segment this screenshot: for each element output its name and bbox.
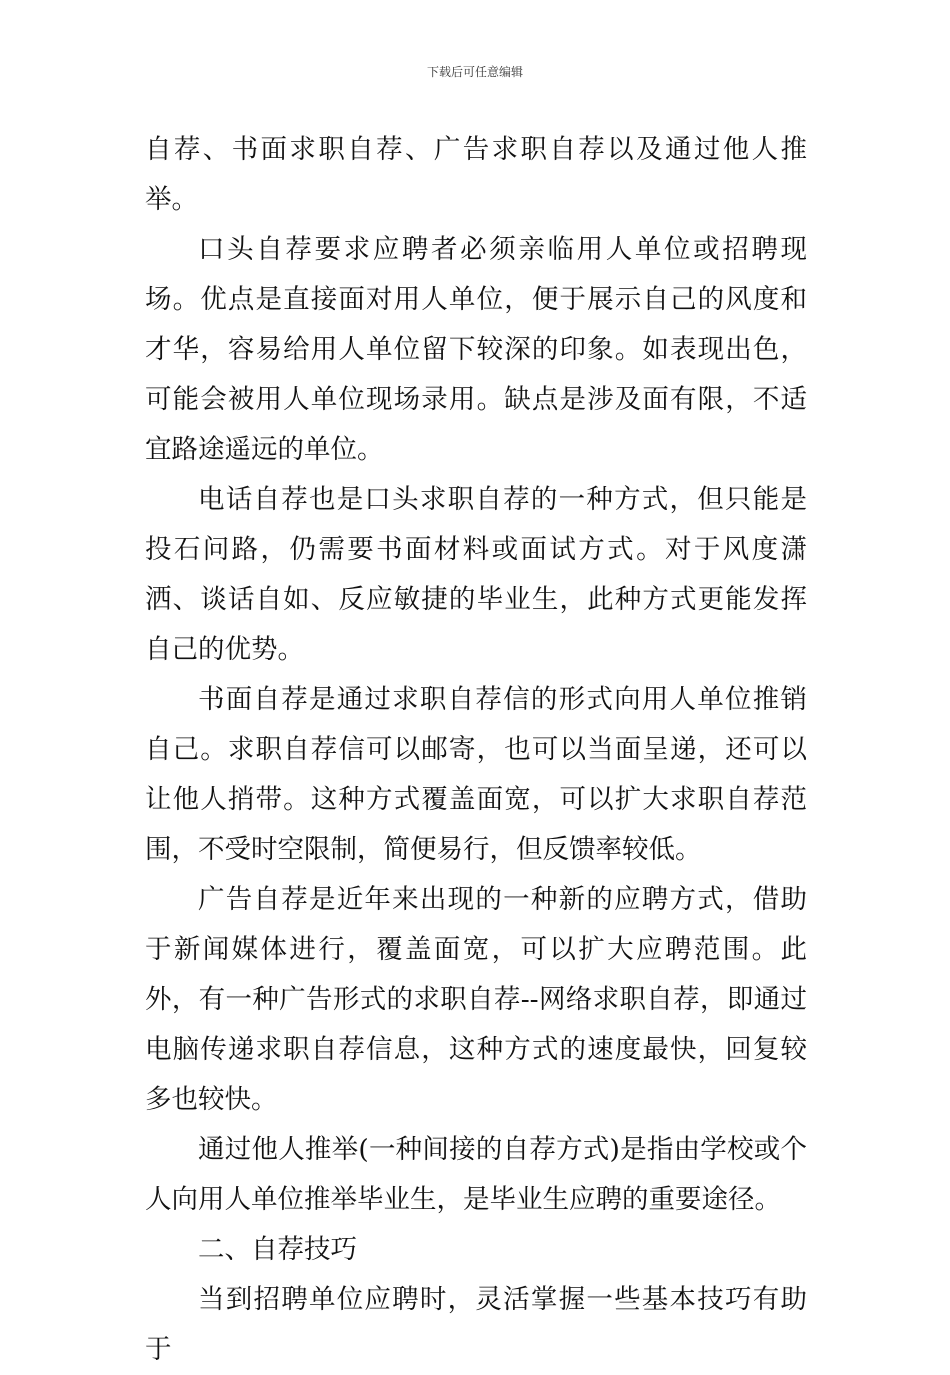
document-body	[145, 125, 807, 1375]
paragraph-intro-continuation: 自荐、书面求职自荐、广告求职自荐以及通过他人推举。	[145, 134, 807, 215]
paragraph-written-recommendation: 书面自荐是通过求职自荐信的形式向用人单位推销自己。求职自荐信可以邮寄，也可以当面呈递，还可以让他人捎带。这种方式覆盖面宽，可以扩大求职自荐范围，不受时空限制，简便易行，但反馈率较低。	[145, 684, 807, 865]
page-header: 下载后可任意编辑	[426, 65, 523, 79]
paragraph-skills-intro: 当到招聘单位应聘时，灵活掌握一些基本技巧有助于	[145, 1284, 807, 1365]
paragraph-advertising-recommendation: 广告自荐是近年来出现的一种新的应聘方式，借助于新闻媒体进行，覆盖面宽，可以扩大应聘范围。此外，有一种广告形式的求职自荐--网络求职自荐，即通过电脑传递求职自荐信息，这种方式的速度最快，回复较多也较快。	[145, 884, 807, 1115]
section-heading-self-recommendation-skills: 二、自荐技巧	[198, 1234, 357, 1265]
paragraph-referral: 通过他人推举(一种间接的自荐方式)是指由学校或个人向用人单位推举毕业生，是毕业生应聘的重要途径。	[145, 1134, 807, 1215]
paragraph-phone-recommendation: 电话自荐也是口头求职自荐的一种方式，但只能是投石问路，仍需要书面材料或面试方式。对于风度潇洒、谈话自如、反应敏捷的毕业生，此种方式更能发挥自己的优势。	[145, 484, 807, 665]
paragraph-oral-recommendation: 口头自荐要求应聘者必须亲临用人单位或招聘现场。优点是直接面对用人单位，便于展示自己的风度和才华，容易给用人单位留下较深的印象。如表现出色，可能会被用人单位现场录用。缺点是涉及面有限，不适宜路途遥远的单位。	[145, 234, 807, 465]
